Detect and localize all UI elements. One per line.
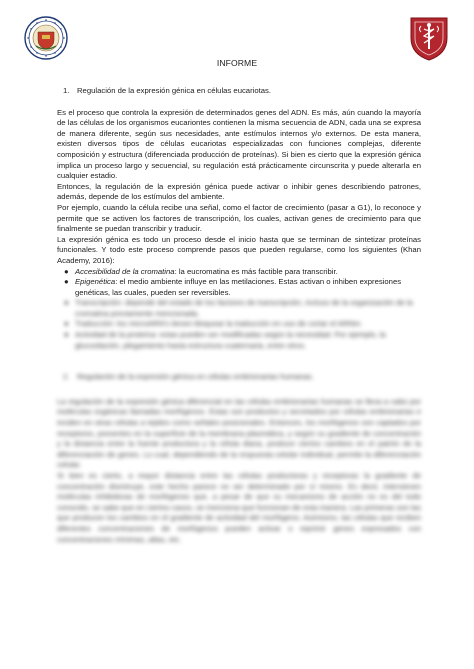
- list-item: [57, 298, 421, 319]
- medical-emblem-icon: [407, 14, 451, 62]
- section-2-number: 2.: [63, 372, 70, 382]
- bullet-icon: ●: [64, 266, 69, 276]
- regulation-steps-list: [57, 267, 421, 299]
- blurred-bullet-text: Actividad de la proteína: estas pueden ser modificadas según la necesidad. Por ejemplo, la glucosilación, plegamiento hasta estructura cuaternaria, entre otros.: [75, 330, 386, 350]
- university-seal-icon: [24, 16, 68, 60]
- list-item: [57, 267, 421, 278]
- bullet-icon: ●: [64, 277, 69, 287]
- list-item: [57, 330, 421, 351]
- list-item: [57, 277, 421, 298]
- blurred-paragraph-1: La regulación de la expresión génica diferencial en las células embrionarias humanas se lleva a cabo por moléculas orgánicas llamadas morfógenos. Estas son productos y secretados por células embrionarias e inciden en otras células a tejidos como señales posicionales. Entonces, los morfógenos son captados por receptores, presentes en la superficie de la membrana plasmática, y según su gradiente de concentración y la distancia entre la fuente productora y la célula diana, produce ciertos cambios en el patrón de la diferenciación de genes. Lo cual, dependiendo de la respuesta celular individual, permite la diferenciación celular.: [57, 396, 421, 470]
- bullet-icon: ●: [64, 319, 69, 329]
- section-1-number: 1.: [63, 86, 70, 95]
- bullet-text: : la eucromatina es más factible para transcribir.: [174, 266, 338, 276]
- bullet-term: Accesibilidad de la cromatina: [75, 266, 175, 276]
- blurred-preview-region: [57, 298, 421, 545]
- paragraph-1: Es el proceso que controla la expresión de determinados genes del ADN. Es más, aún cuando la mayoría de las células de los organismos eucariontes contienen la misma secuencia de ADN, cada una se expresa de manera diferente, según sus necesidades, ante estímulos internos y/o externos. De esta manera, existen diversos tipos de células eucariotas especializadas con funciones complejas, diferente composición y estructura (diferenciada producción de proteínas). Si bien es cierto que la expresión génica implica un proceso largo y secuencial, su regulación está prácticamente circunscrita y puede alterarla en cualquier estadio.: [57, 107, 421, 181]
- blurred-paragraph-2: Si bien es cierto, a mayor distancia entre las células productoras y receptoras la gradiente de concentración disminuye, este hecho parece no ser determinado por sí mismo. Es decir, intervienen moléculas inhibidoras de morfógenos que, a pesar de que su mecanismo de acción no es del todo conocido, se sabe que en ciertos casos, se menciona que funcionan de esta manera. Las primeras son las que producen los cambios en el gradiente de actividad del morfógeno. Asimismo, las células que reciben diferentes concentraciones de morfógenos pueden activar o reprimir genes expresados con concentraciones mínimas, altas, etc.: [57, 471, 421, 544]
- section-2-heading-text: Regulación de la expresión génica en células embrionarias humanas.: [77, 372, 314, 382]
- paragraph-4: La expresión génica es todo un proceso desde el inicio hasta que se terminan de sintetizar proteínas funcionales. Y todo este proceso comprende pasos que pueden regularse, como los siguientes (Khan Academy, 2016):: [57, 234, 421, 265]
- list-item: [57, 319, 421, 330]
- paragraph-3: Por ejemplo, cuando la célula recibe una señal, como el factor de crecimiento (pasar a G1), lo reconoce y permite que se activen los factores de transcripción, los cuales, activan genes de crecimiento para que finalmente se puedan transcribir y traducir.: [57, 202, 421, 234]
- paragraph-2: Entonces, la regulación de la expresión génica puede activar o inhibir genes describiendo patrones, además, depende de los estímulos del ambiente.: [57, 181, 421, 202]
- bullet-icon: ●: [64, 298, 69, 308]
- bullet-text: : el medio ambiente influye en las metilaciones. Estas activan o inhiben expresiones genéticas, las cuales, pueden ser reversibles.: [75, 277, 402, 297]
- blurred-steps-list: [57, 298, 421, 351]
- document-body: [57, 86, 421, 545]
- section-1-heading-text: Regulación de la expresión génica en células eucariotas.: [77, 86, 272, 95]
- section-2-heading: [57, 372, 421, 383]
- section-1-heading: [57, 86, 421, 97]
- blurred-bullet-text: Traducción: los microARN's tienen bloquear la traducción en uso de cortar el ARNm.: [75, 319, 363, 329]
- document-title: INFORME: [216, 58, 258, 68]
- bullet-term: Epigenética: [75, 277, 116, 287]
- bullet-icon: ●: [64, 330, 69, 340]
- blurred-bullet-text: Transcripción: depende del estado de los factores de transcripción, incluso de la organización de la cromatina previamente mencionada.: [75, 298, 413, 318]
